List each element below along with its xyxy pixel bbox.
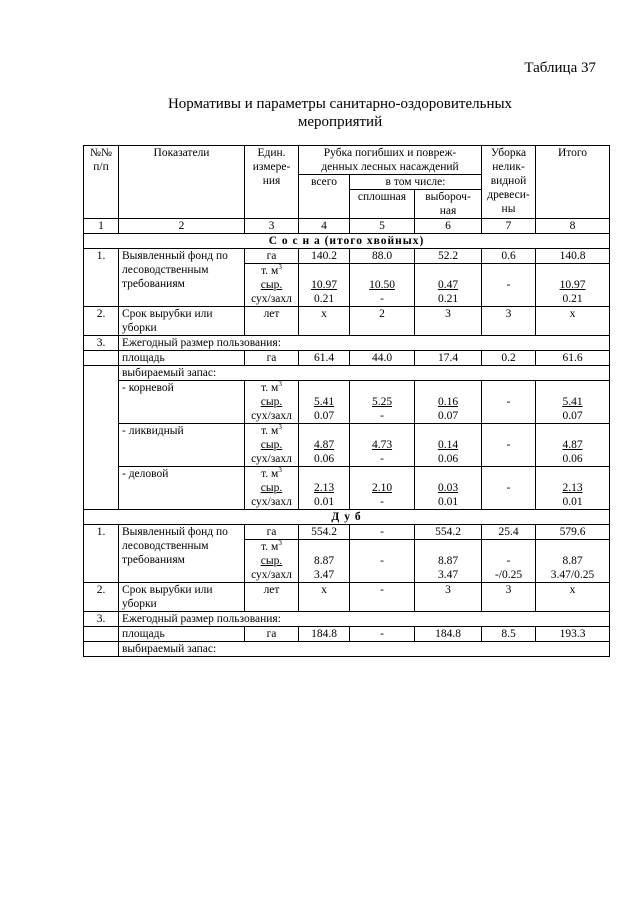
section-title: С о с н а (итого хвойных) (84, 234, 610, 249)
table-row (84, 612, 610, 627)
empty-cell (84, 424, 119, 467)
header-total: Итого (536, 146, 610, 219)
empty-cell (84, 366, 119, 381)
value-cell: 193.3 (536, 627, 610, 642)
value-cell: - (482, 381, 536, 424)
col-number: 2 (119, 219, 245, 234)
empty-cell (84, 642, 119, 657)
value-cell: 554.2 (299, 525, 350, 540)
section-row-pine (84, 234, 610, 249)
empty-cell (84, 627, 119, 642)
page-title: Нормативы и параметры санитарно-оздоровительных мероприятий (167, 96, 513, 130)
value-cell: 44.0 (350, 351, 415, 366)
row-label: - корневой (119, 381, 245, 424)
row-label: выбираемый запас: (119, 366, 610, 381)
header-selective: выбороч- ная (415, 190, 482, 219)
row-num: 3. (84, 336, 119, 351)
header-indicators: Показатели (119, 146, 245, 219)
table-row (84, 627, 610, 642)
value-cell: - (482, 424, 536, 467)
value-cell: 2.13 0.01 (299, 467, 350, 510)
unit-cell: лет (245, 307, 299, 336)
header-unit: Един. измере- ния (245, 146, 299, 219)
unit-cell: лет (245, 583, 299, 612)
table-row (84, 351, 610, 366)
row-label: Выявленный фонд по лесоводственным требованиям (119, 249, 245, 307)
value-cell: х (536, 583, 610, 612)
table-row (84, 336, 610, 351)
row-num: 1. (84, 249, 119, 307)
section-row-oak (84, 510, 610, 525)
value-cell: 10.97 0.21 (536, 264, 610, 307)
value-cell: 3 (415, 307, 482, 336)
value-cell: - (350, 627, 415, 642)
table-row (84, 467, 610, 510)
value-cell: 10.50 - (350, 264, 415, 307)
row-label: площадь (119, 351, 245, 366)
value-cell: 5.41 0.07 (536, 381, 610, 424)
row-label: выбираемый запас: (119, 642, 610, 657)
value-cell: 2.13 0.01 (536, 467, 610, 510)
value-cell: - (350, 583, 415, 612)
table-row (84, 424, 610, 467)
unit-cell: т. $м^3$ сыр. сух/захл (245, 467, 299, 510)
table-row (84, 583, 610, 612)
table-number: Таблица 37 (524, 60, 596, 76)
row-num: 3. (84, 612, 119, 627)
value-cell: 10.97 0.21 (299, 264, 350, 307)
value-cell: 5.41 0.07 (299, 381, 350, 424)
row-num: 1. (84, 525, 119, 583)
value-cell: 0.03 0.01 (415, 467, 482, 510)
column-numbers-row (84, 219, 610, 234)
row-label: - деловой (119, 467, 245, 510)
value-cell: 4.73 - (350, 424, 415, 467)
unit-cell: га (245, 627, 299, 642)
row-label: Ежегодный размер пользования: (119, 336, 610, 351)
col-number: 6 (415, 219, 482, 234)
value-cell: х (299, 583, 350, 612)
table-row (84, 642, 610, 657)
header-including: в том числе: (350, 175, 482, 190)
value-cell: 0.16 0.07 (415, 381, 482, 424)
row-num: 2. (84, 307, 119, 336)
unit-cell: га (245, 525, 299, 540)
table-row (84, 249, 610, 264)
row-label: Выявленный фонд по лесоводственным требованиям (119, 525, 245, 583)
table-row (84, 525, 610, 540)
header-cutting: Рубка погибших и повреж- денных лесных насаждений (299, 146, 482, 175)
value-cell: - (350, 525, 415, 540)
empty-cell (84, 467, 119, 510)
row-label: Ежегодный размер пользования: (119, 612, 610, 627)
value-cell: 88.0 (350, 249, 415, 264)
value-cell: 579.6 (536, 525, 610, 540)
value-cell: 4.87 0.06 (299, 424, 350, 467)
row-label: - ликвидный (119, 424, 245, 467)
norms-table (83, 145, 610, 657)
col-number: 7 (482, 219, 536, 234)
header-cleanup: Уборка нелик- видной древеси- ны (482, 146, 536, 219)
value-cell: 140.8 (536, 249, 610, 264)
table-row (84, 307, 610, 336)
header-clearcut: сплошная (350, 190, 415, 219)
col-number: 5 (350, 219, 415, 234)
header-total-all: всего (299, 175, 350, 219)
header-row (84, 146, 610, 175)
value-cell: 184.8 (299, 627, 350, 642)
value-cell: 8.5 (482, 627, 536, 642)
value-cell: х (299, 307, 350, 336)
value-cell: 8.87 3.47 (299, 540, 350, 583)
empty-cell (84, 351, 119, 366)
value-cell: х (536, 307, 610, 336)
value-cell: 3 (415, 583, 482, 612)
value-cell: - (482, 264, 536, 307)
value-cell: 25.4 (482, 525, 536, 540)
col-number: 1 (84, 219, 119, 234)
value-cell: 17.4 (415, 351, 482, 366)
unit-cell: т. $м^3$ сыр. сух/захл (245, 381, 299, 424)
empty-cell (84, 381, 119, 424)
header-num: №№ п/п (84, 146, 119, 219)
value-cell: 0.6 (482, 249, 536, 264)
row-num: 2. (84, 583, 119, 612)
value-cell: 52.2 (415, 249, 482, 264)
value-cell: - -/0.25 (482, 540, 536, 583)
value-cell: - (482, 467, 536, 510)
value-cell: 3 (482, 307, 536, 336)
value-cell: 0.47 0.21 (415, 264, 482, 307)
col-number: 4 (299, 219, 350, 234)
value-cell: 5.25 - (350, 381, 415, 424)
unit-cell: т. $м^3$ сыр. сух/захл (245, 264, 299, 307)
value-cell: 61.6 (536, 351, 610, 366)
row-label: площадь (119, 627, 245, 642)
value-cell: 184.8 (415, 627, 482, 642)
value-cell: 2 (350, 307, 415, 336)
unit-cell: т. $м^3$ сыр. сух/захл (245, 540, 299, 583)
value-cell: 2.10 - (350, 467, 415, 510)
unit-cell: га (245, 351, 299, 366)
value-cell: 8.87 3.47 (415, 540, 482, 583)
table-row (84, 381, 610, 424)
value-cell: 140.2 (299, 249, 350, 264)
value-cell: 4.87 0.06 (536, 424, 610, 467)
unit-cell: га (245, 249, 299, 264)
value-cell: 3 (482, 583, 536, 612)
row-label: Срок вырубки или уборки (119, 307, 245, 336)
value-cell: 0.2 (482, 351, 536, 366)
value-cell: - (350, 540, 415, 583)
row-label: Срок вырубки или уборки (119, 583, 245, 612)
col-number: 3 (245, 219, 299, 234)
unit-cell: т. $м^3$ сыр. сух/захл (245, 424, 299, 467)
table-row (84, 366, 610, 381)
value-cell: 0.14 0.06 (415, 424, 482, 467)
value-cell: 8.87 3.47/0.25 (536, 540, 610, 583)
value-cell: 554.2 (415, 525, 482, 540)
section-title: Д у б (84, 510, 610, 525)
value-cell: 61.4 (299, 351, 350, 366)
col-number: 8 (536, 219, 610, 234)
